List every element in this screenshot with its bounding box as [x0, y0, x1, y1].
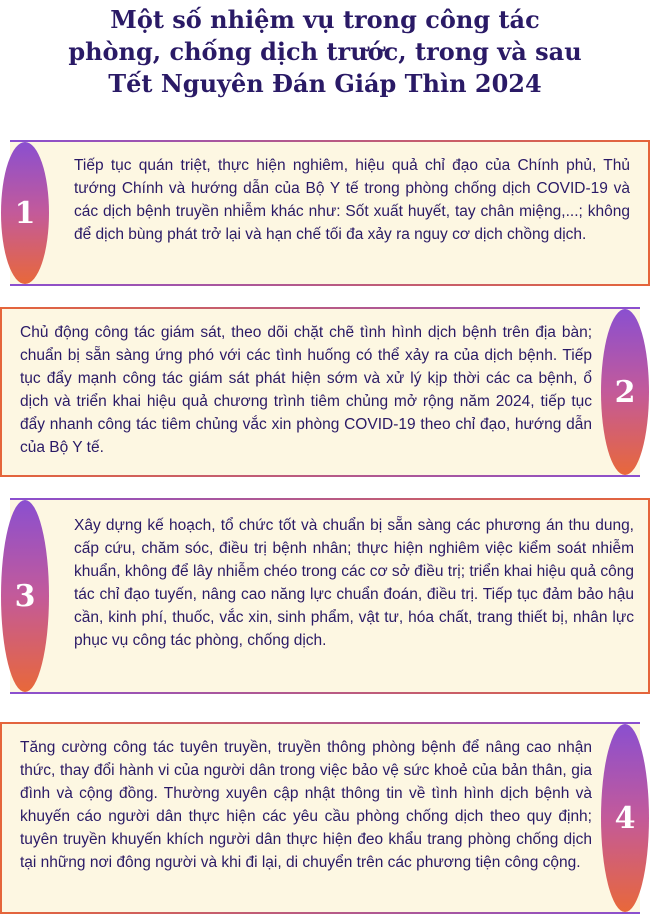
task-text-2: Chủ động công tác giám sát, theo dõi chặt chẽ tình hình dịch bệnh trên địa bàn; chuẩn bị sẵn sàng ứng phó với các tình huống có thể xảy ra của dịch bệnh. Tiếp tục đẩy mạnh công tác giám sát phát hiện sớm và xử lý kịp thời các ca bệnh, ổ dịch và triển khai hiệu quả chương trình tiêm chủng mở rộng năm 2024, tiếp tục đẩy nhanh công tác tiêm chủng vắc xin phòng COVID-19 theo chỉ đạo, hướng dẫn của Bộ Y tế.: [20, 324, 592, 456]
task-number-badge-2: [601, 309, 649, 475]
page-title: [0, 4, 650, 100]
task-text-3: Xây dựng kế hoạch, tổ chức tốt và chuẩn bị sẵn sàng các phương án thu dung, cấp cứu, chăm sóc, điều trị bệnh nhân; thực hiện nghiêm việc kiểm soát nhiễm khuẩn, không để lây nhiễm chéo trong các cơ sở điều trị; triển khai hiệu quả công tác chỉ đạo tuyến, nâng cao năng lực chuẩn đoán, điều trị. Tiếp tục đảm bảo hậu cần, kinh phí, thuốc, vắc xin, sinh phẩm, vật tư, hóa chất, trang thiết bị, nhân lực phục vụ công tác phòng, chống dịch.: [74, 517, 634, 649]
task-card-1: [10, 140, 650, 286]
task-number-3: 3: [14, 578, 36, 614]
task-number-badge-1: [1, 142, 49, 284]
task-card-3: [10, 498, 650, 694]
task-text-4: Tăng cường công tác tuyên truyền, truyền thông phòng bệnh để nâng cao nhận thức, thay đổi hành vi của người dân trong việc bảo vệ sức khoẻ của bản thân, gia đình và cộng đồng. Thường xuyên cập nhật thông tin về tình hình dịch bệnh và khuyến cáo người dân thực hiện các yêu cầu phòng chống dịch theo quy định; tuyên truyền khuyến khích người dân thực hiện đeo khẩu trang phòng chống dịch tại những nơi đông người và khi đi lại, di chuyển trên các phương tiện công cộng.: [20, 739, 592, 871]
task-number-4: 4: [614, 800, 636, 836]
title-line-1: Một số nhiệm vụ trong công tác: [110, 5, 540, 34]
task-card-4: [0, 722, 640, 914]
task-number-2: 2: [614, 374, 636, 410]
task-number-1: 1: [14, 195, 36, 231]
task-text-1: Tiếp tục quán triệt, thực hiện nghiêm, hiệu quả chỉ đạo của Chính phủ, Thủ tướng Chính và hướng dẫn của Bộ Y tế trong phòng chống dịch COVID-19 và các dịch bệnh truyền nhiễm khác như: Sốt xuất huyết, tay chân miệng,...; không để dịch bùng phát trở lại và hạn chế tối đa xảy ra nguy cơ dịch chồng dịch.: [74, 157, 630, 243]
title-line-3: Tết Nguyên Đán Giáp Thìn 2024: [108, 69, 542, 98]
task-number-badge-4: [601, 724, 649, 912]
task-card-2: [0, 307, 640, 477]
task-number-badge-3: [1, 500, 49, 692]
title-line-2: phòng, chống dịch trước, trong và sau: [68, 37, 582, 66]
